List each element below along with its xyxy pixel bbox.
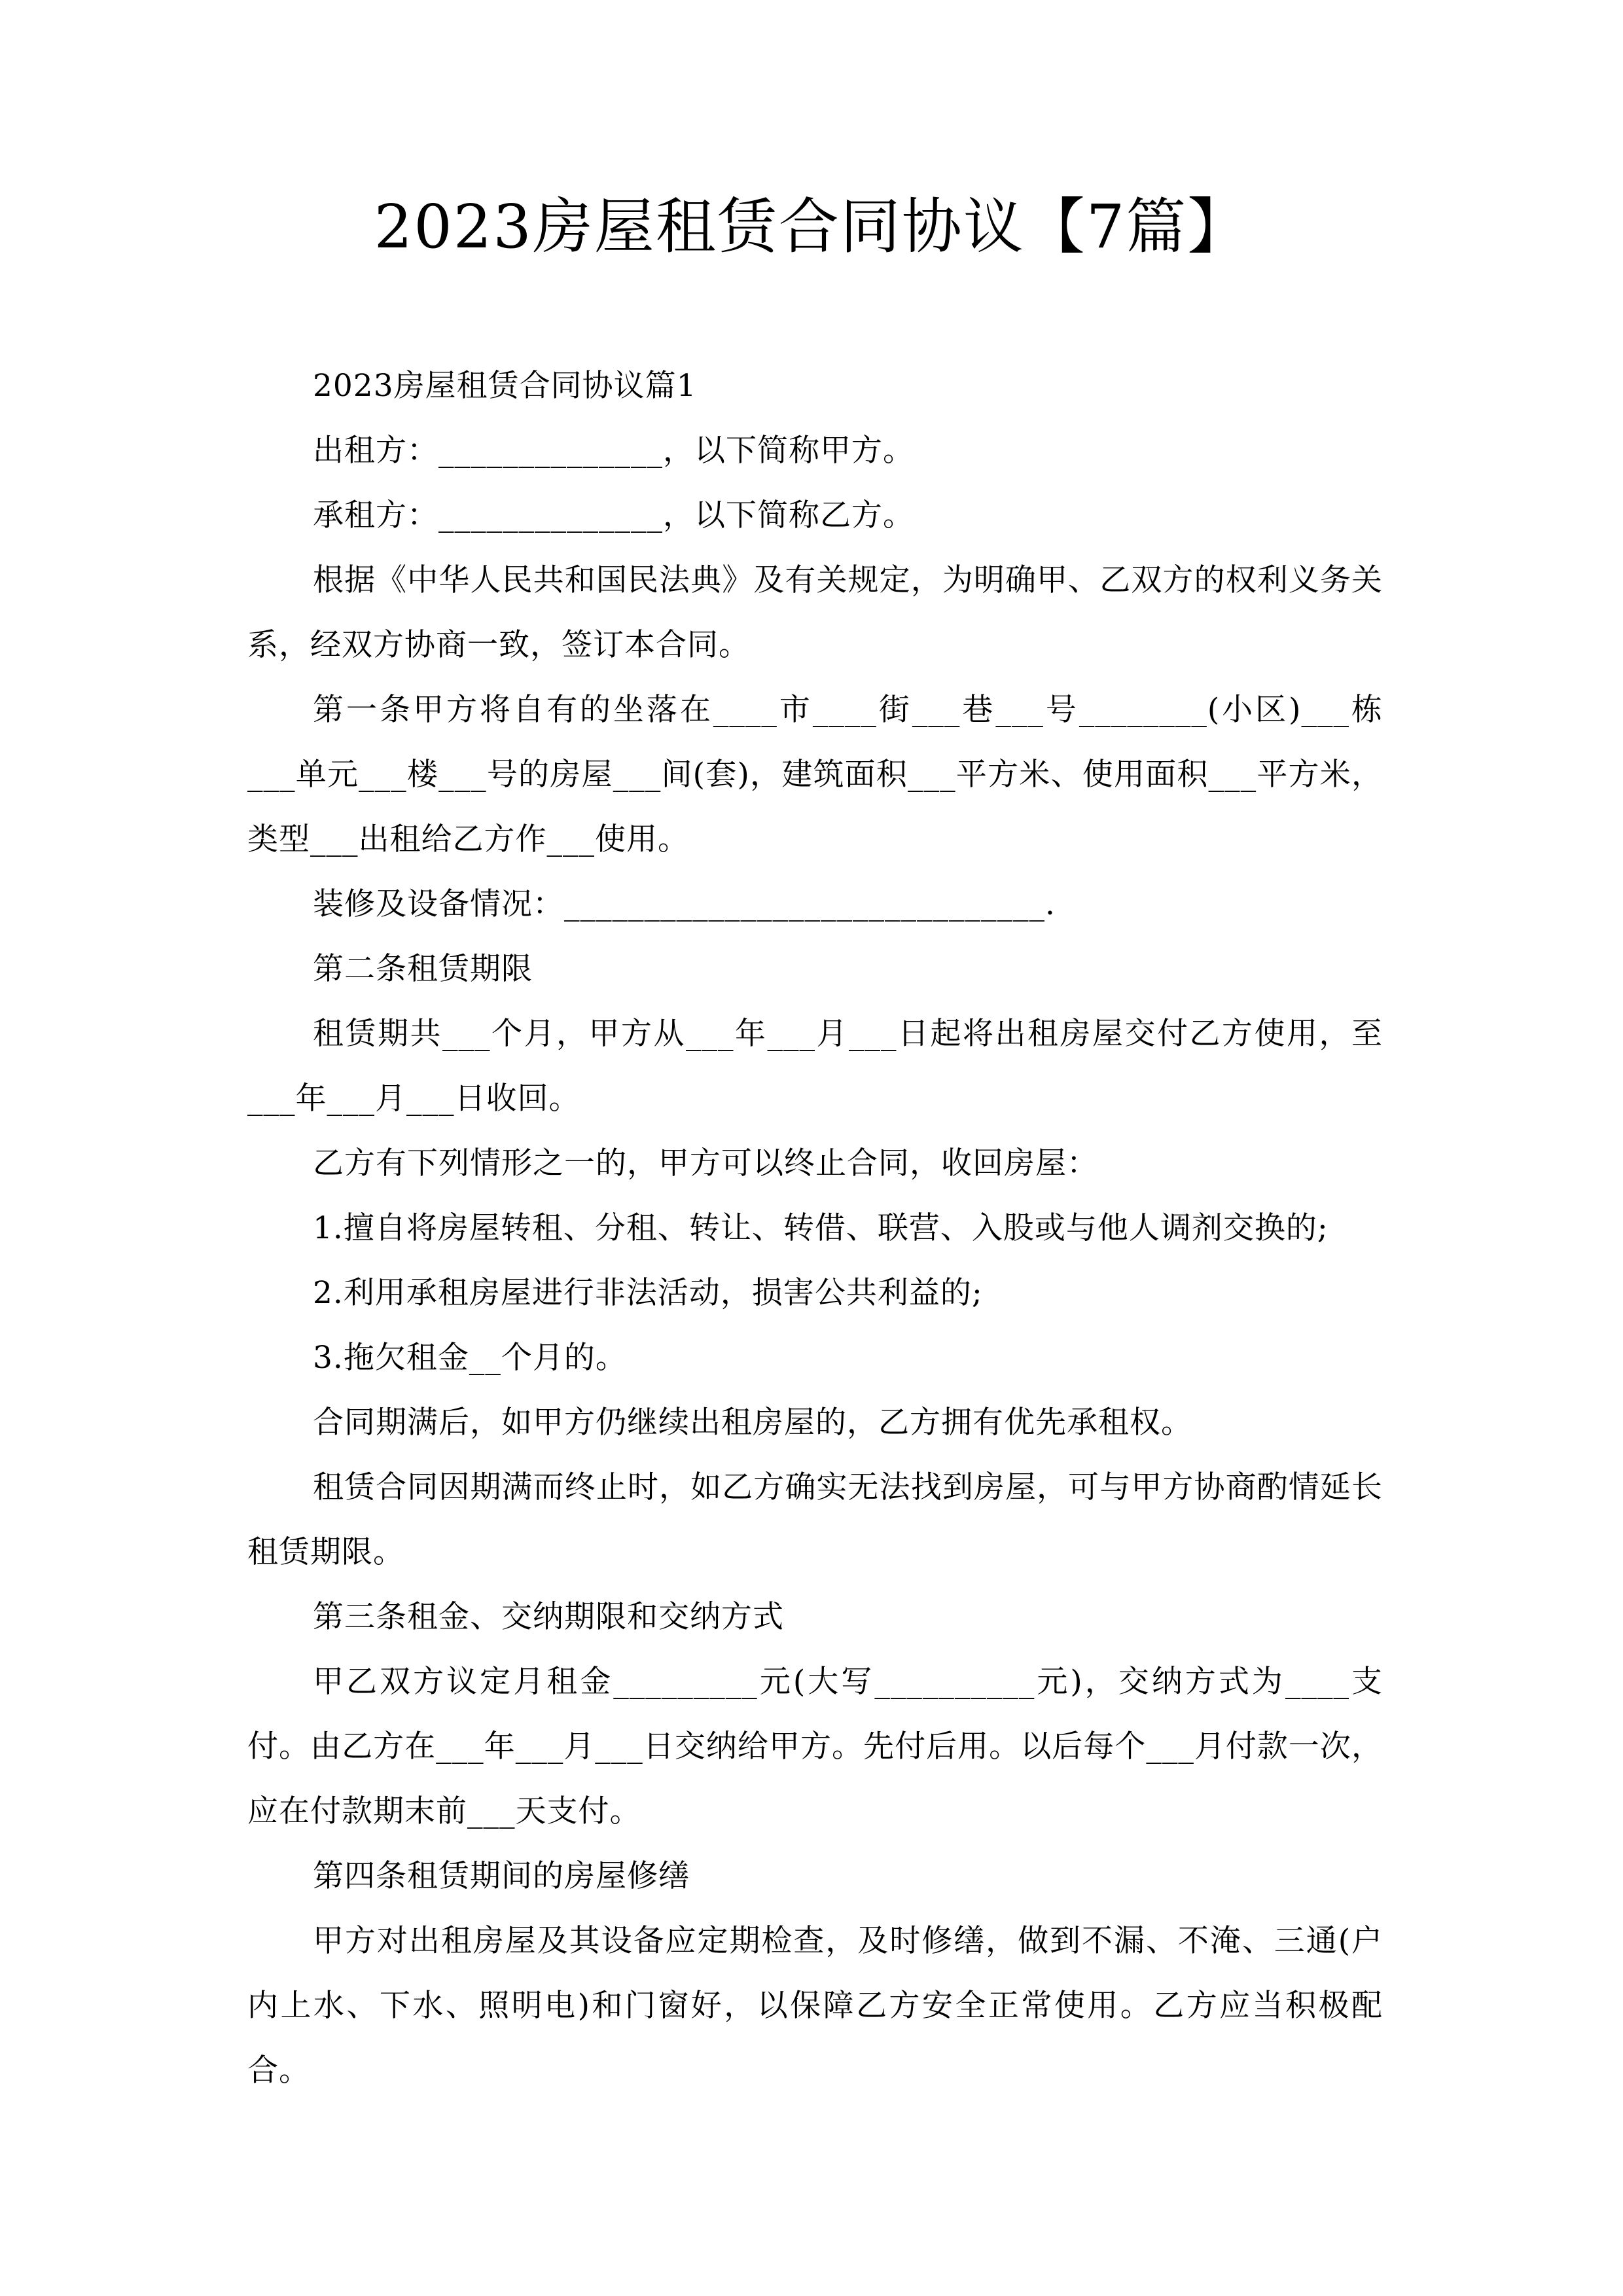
article-3-heading: 第三条租金、交纳期限和交纳方式 bbox=[313, 1599, 784, 1635]
termination-item-3: 3.拖欠租金__个月的。 bbox=[313, 1340, 627, 1376]
termination-intro: 乙方有下列情形之一的，甲方可以终止合同，收回房屋： bbox=[313, 1145, 1098, 1181]
lessor-line: 出租方：______________，以下简称甲方。 bbox=[313, 433, 914, 469]
lessee-line: 承租方：______________，以下简称乙方。 bbox=[313, 497, 914, 533]
article-4-heading: 第四条租赁期间的房屋修缮 bbox=[313, 1858, 690, 1894]
termination-item-2: 2.利用承租房屋进行非法活动，损害公共利益的; bbox=[313, 1275, 983, 1311]
document-title: 2023房屋租赁合同协议【7篇】 bbox=[374, 192, 1249, 262]
renewal-paragraph: 合同期满后，如甲方仍继续出租房屋的，乙方拥有优先承租权。 bbox=[313, 1405, 1192, 1441]
section-subtitle: 2023房屋租赁合同协议篇1 bbox=[313, 368, 697, 404]
extension-paragraph: 租赁合同因期满而终止时，如乙方确实无法找到房屋，可与甲方协商酌情延长租赁期限。 bbox=[247, 1469, 1383, 1570]
repair-paragraph: 甲方对出租房屋及其设备应定期检查，及时修缮，做到不漏、不淹、三通(户内上水、下水、照明电)和门窗好，以保障乙方安全正常使用。乙方应当积极配合。 bbox=[247, 1923, 1383, 2089]
document-body bbox=[247, 353, 1383, 2103]
termination-item-1: 1.擅自将房屋转租、分租、转让、转借、联营、入股或与他人调剂交换的; bbox=[313, 1210, 1329, 1246]
preamble-paragraph: 根据《中华人民共和国民法典》及有关规定，为明确甲、乙双方的权利义务关系，经双方协商一致，签订本合同。 bbox=[247, 562, 1383, 663]
decoration-line: 装修及设备情况：______________________________. bbox=[313, 886, 1056, 922]
article-1-paragraph: 第一条甲方将自有的坐落在____市____街___巷___号________(小区)___栋___单元___楼___号的房屋___间(套)，建筑面积___平方米、使用面积___平方米，类型___出租给乙方作___使用。 bbox=[247, 692, 1383, 857]
article-2-heading: 第二条租赁期限 bbox=[313, 951, 533, 987]
rent-paragraph: 甲乙双方议定月租金_________元(大写__________元)，交纳方式为____支付。由乙方在___年___月___日交纳给甲方。先付后用。以后每个___月付款一次，应在付款期末前___天支付。 bbox=[247, 1664, 1383, 1829]
lease-term-paragraph: 租赁期共___个月，甲方从___年___月___日起将出租房屋交付乙方使用，至___年___月___日收回。 bbox=[247, 1016, 1383, 1117]
